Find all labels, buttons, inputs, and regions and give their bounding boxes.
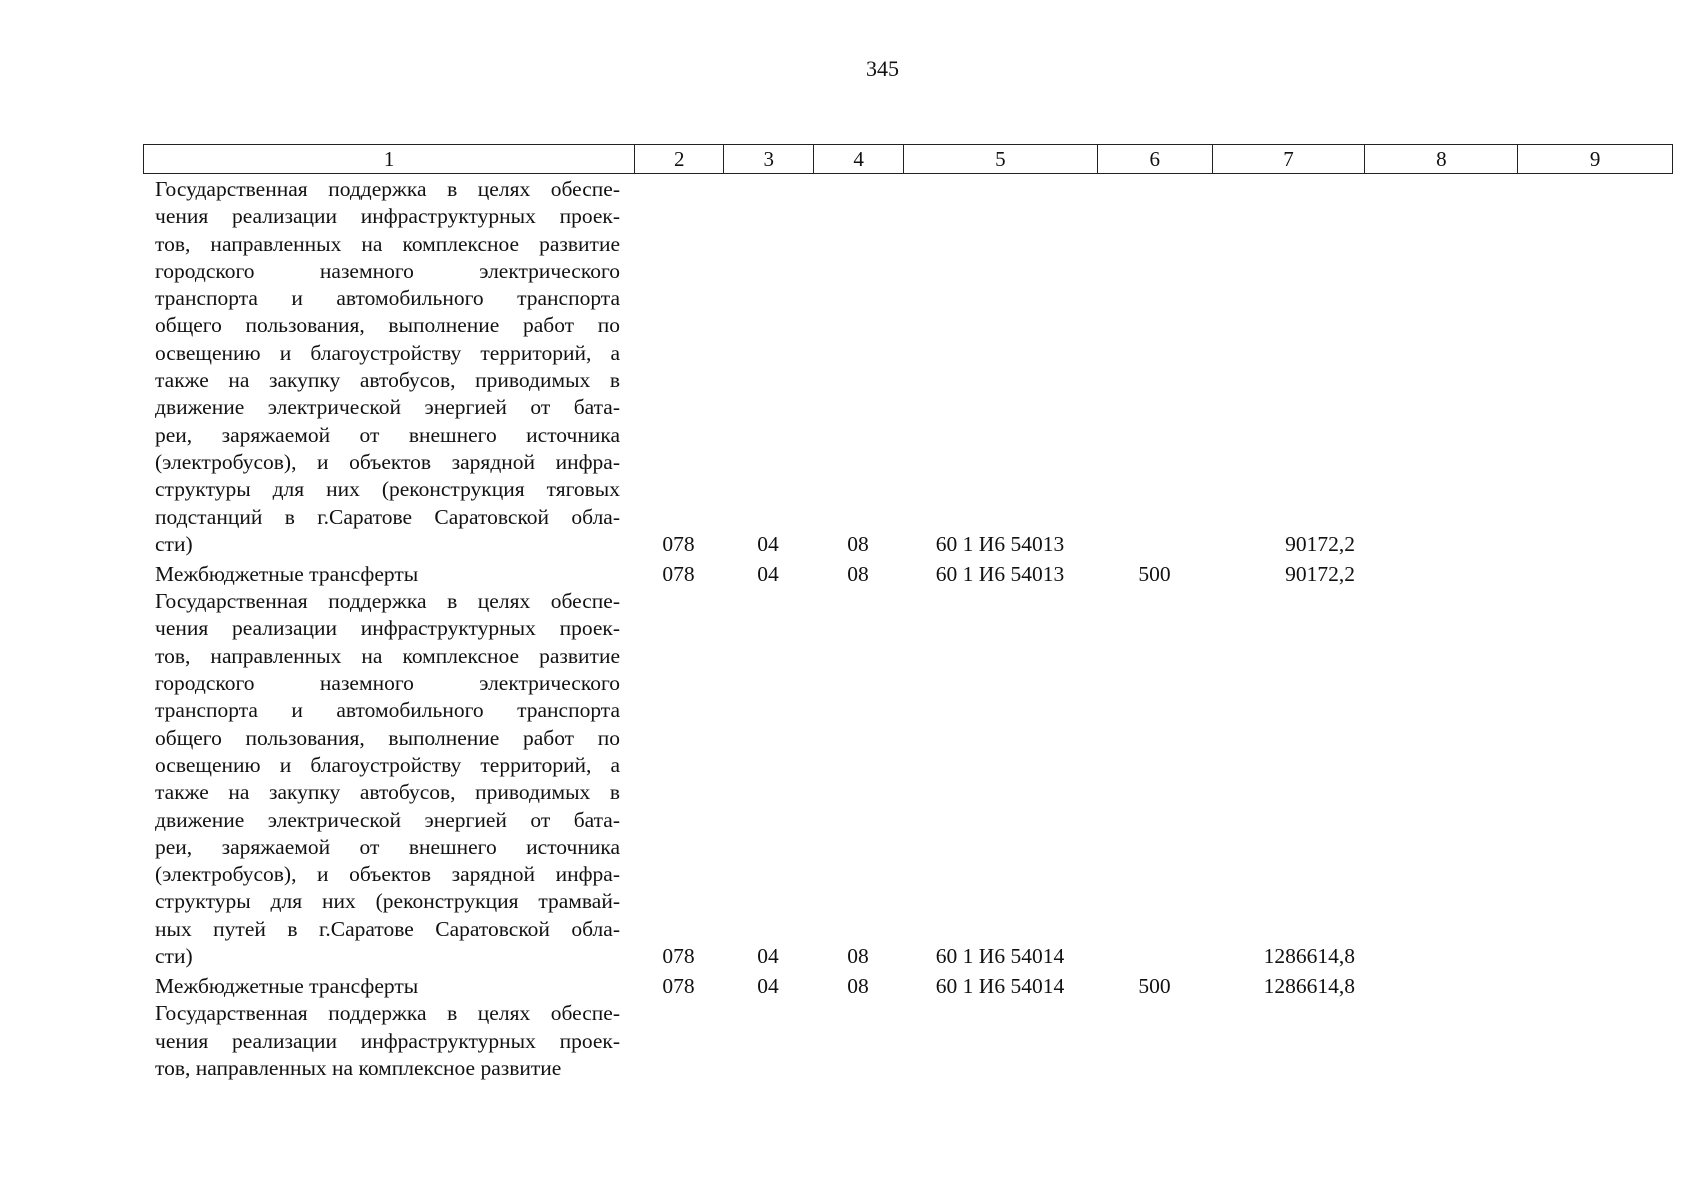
description-line: освещению и благоустройству территорий, а [155,340,620,365]
description-line: реи, заряжаемой от внешнего источника [155,422,620,447]
description-line: сти) [155,531,193,556]
cell-expense-type: 500 [1138,973,1171,998]
table-row [143,588,1673,970]
description-line: также на закупку автобусов, приводимых в [155,368,620,393]
cell-gov-code: 078 [662,973,695,998]
table-header-row [143,144,1673,174]
cell-amount: 1286614,8 [1263,944,1355,968]
table-row [143,176,1673,558]
table-row [143,1000,1673,1082]
header-cell-7: 7 [1212,145,1365,173]
cell-section: 04 [757,561,779,586]
header-cell-6: 6 [1097,145,1212,173]
cell-subsection: 08 [847,973,869,998]
description-line: городского наземного электрического [155,671,620,696]
description-line: структуры для них (реконструкция тяговых [155,477,620,502]
table-row [143,561,1673,588]
cell-target-article: 60 1 И6 54014 [935,944,1065,968]
header-cell-5: 5 [903,145,1097,173]
cell-amount: 1286614,8 [1263,973,1355,998]
cell-amount: 90172,2 [1285,531,1355,556]
description-line: транспорта и автомобильного транспорта [155,286,620,311]
header-cell-8: 8 [1364,145,1517,173]
description-line: Государственная поддержка в целях обеспе- [155,589,620,614]
description-line: общего пользования, выполнение работ по [155,313,620,338]
cell-subsection: 08 [847,561,869,586]
description-line: транспорта и автомобильного транспорта [155,698,620,723]
cell-section: 04 [757,944,779,968]
description-line: структуры для них (реконструкция трамвай- [155,889,620,914]
row-description [143,973,634,1000]
description-line: Межбюджетные трансферты [155,561,419,586]
header-cell-3: 3 [723,145,813,173]
description-line: ных путей в г.Саратове Саратовской обла- [155,916,620,941]
description-line: Государственная поддержка в целях обеспе- [155,177,620,201]
cell-subsection: 08 [847,944,869,968]
description-line: также на закупку автобусов, приводимых в [155,780,620,805]
description-line: общего пользования, выполнение работ по [155,725,620,750]
header-cell-9: 9 [1517,145,1672,173]
description-line: подстанций в г.Саратове Саратовской обла- [155,504,620,529]
row-description [143,561,634,588]
description-line: чения реализации инфраструктурных проек- [155,616,620,641]
description-line: Межбюджетные трансферты [155,973,419,998]
description-line: (электробусов), и объектов зарядной инфра- [155,862,620,887]
table-body [143,176,1673,1082]
cell-gov-code: 078 [662,944,695,968]
description-line: движение электрической энергией от бата- [155,395,620,420]
cell-subsection: 08 [847,531,869,556]
description-line: движение электрической энергией от бата- [155,807,620,832]
description-line: реи, заряжаемой от внешнего источника [155,834,620,859]
header-cell-1: 1 [383,146,395,171]
description-line: (электробусов), и объектов зарядной инфра- [155,449,620,474]
cell-expense-type: 500 [1138,561,1171,586]
description-line: тов, направленных на комплексное развитие [155,231,620,256]
row-description [143,176,634,558]
cell-gov-code: 078 [662,531,695,556]
description-line: тов, направленных на комплексное развитие [155,643,620,668]
header-cell-4: 4 [813,145,903,173]
page-number: 345 [866,56,899,81]
header-cell-2: 2 [634,145,723,173]
row-description [143,588,634,970]
description-line: сти) [155,944,193,968]
description-line: городского наземного электрического [155,258,620,283]
cell-target-article: 60 1 И6 54013 [935,561,1065,586]
description-line: Государственная поддержка в целях обеспе- [155,1001,620,1026]
cell-section: 04 [757,531,779,556]
description-line: чения реализации инфраструктурных проек- [155,204,620,229]
description-line: чения реализации инфраструктурных проек- [155,1028,620,1053]
table-row [143,973,1673,1000]
cell-amount: 90172,2 [1285,561,1355,586]
cell-section: 04 [757,973,779,998]
cell-target-article: 60 1 И6 54014 [935,973,1065,998]
description-line: тов, направленных на комплексное развитие [155,1055,562,1080]
row-description [143,1000,634,1082]
description-line: освещению и благоустройству территорий, а [155,752,620,777]
cell-target-article: 60 1 И6 54013 [935,531,1065,556]
cell-gov-code: 078 [662,561,695,586]
